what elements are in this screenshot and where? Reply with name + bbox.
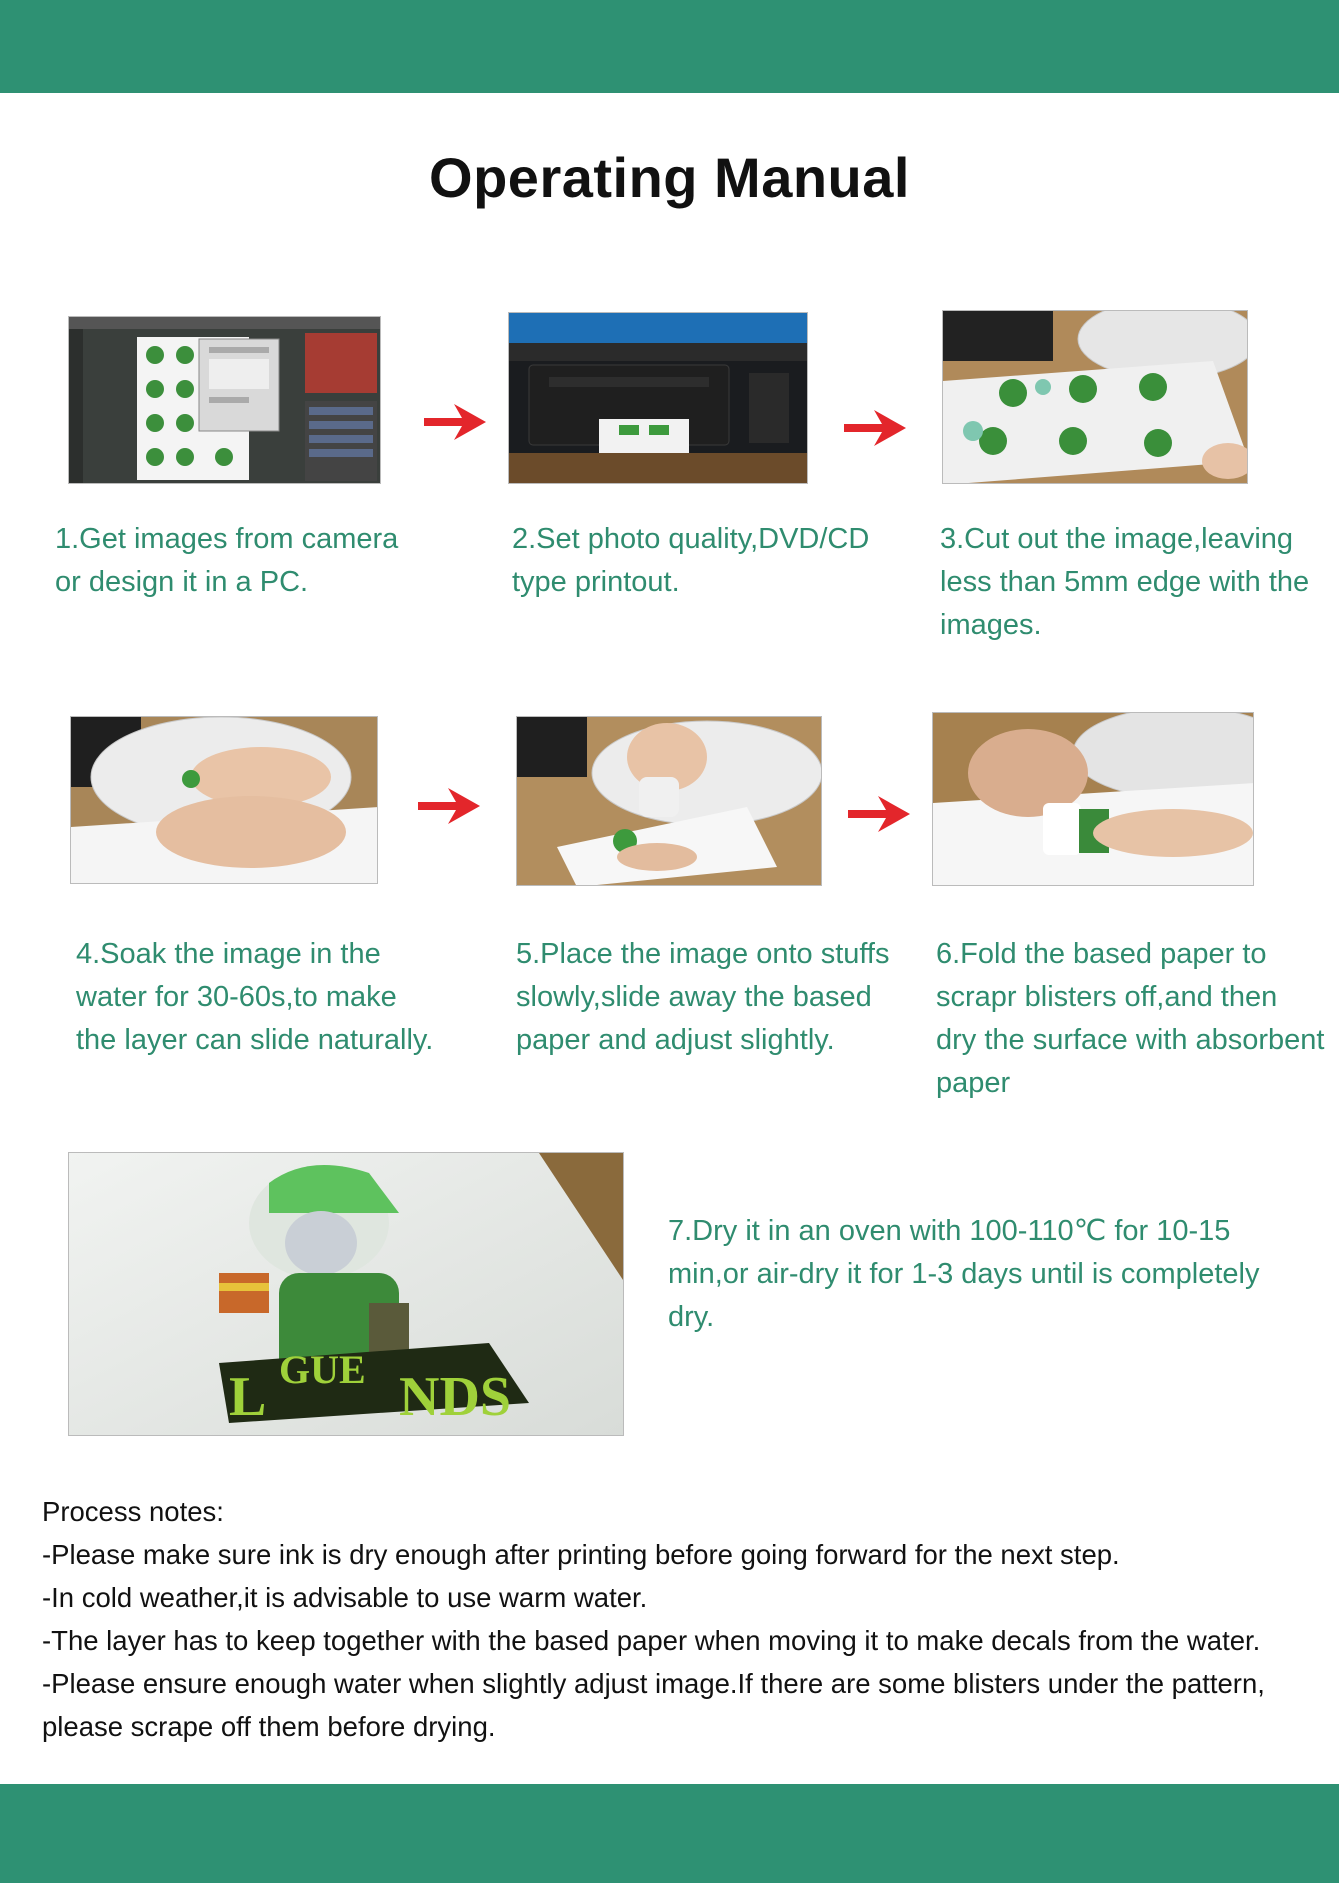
- notes-heading: Process notes:: [42, 1496, 224, 1527]
- arrow-right-icon: [424, 400, 486, 444]
- step-1-text: 1.Get images from camera or design it in a PC.: [55, 523, 399, 598]
- step-4-text: 4.Soak the image in the water for 30-60s,to make the layer can slide naturally.: [76, 938, 434, 1056]
- arrow-right-icon: [844, 406, 906, 450]
- page-title: Operating Manual: [429, 146, 910, 209]
- step-6-text: 6.Fold the based paper to scrapr blisters off,and then dry the surface with absorbent paper: [936, 938, 1325, 1099]
- step-5-photo: [516, 716, 822, 886]
- top-banner: [0, 0, 1339, 93]
- process-notes: [42, 1490, 1332, 1748]
- step-2-photo: [508, 312, 808, 484]
- bottom-banner: [0, 1784, 1339, 1883]
- step-1-photo: [68, 316, 381, 484]
- arrow-right-icon: [418, 784, 480, 828]
- step-2-text: 2.Set photo quality,DVD/CD type printout.: [512, 523, 870, 598]
- step-4-photo: [70, 716, 378, 884]
- svg-text:GUE: GUE: [279, 1347, 366, 1392]
- step-3-text: 3.Cut out the image,leaving less than 5mm edge with the images.: [940, 523, 1310, 641]
- step-3-photo: [942, 310, 1248, 484]
- note-line: -In cold weather,it is advisable to use warm water.: [42, 1582, 648, 1613]
- svg-text:NDS: NDS: [399, 1366, 512, 1428]
- note-line: -Please make sure ink is dry enough after printing before going forward for the next step.: [42, 1539, 1120, 1570]
- note-line: -The layer has to keep together with the based paper when moving it to make decals from the water.: [42, 1625, 1261, 1656]
- arrow-right-icon: [848, 792, 910, 836]
- note-line: please scrape off them before drying.: [42, 1711, 496, 1742]
- svg-text:L: L: [229, 1366, 267, 1428]
- step-7-text: 7.Dry it in an oven with 100-110℃ for 10-15 min,or air-dry it for 1-3 days until is completely dry.: [668, 1215, 1260, 1333]
- note-line: -Please ensure enough water when slightly adjust image.If there are some blisters under the pattern,: [42, 1668, 1265, 1699]
- step-7-photo: [68, 1152, 624, 1436]
- step-6-photo: [932, 712, 1254, 886]
- step-5-text: 5.Place the image onto stuffs slowly,slide away the based paper and adjust slightly.: [516, 938, 890, 1056]
